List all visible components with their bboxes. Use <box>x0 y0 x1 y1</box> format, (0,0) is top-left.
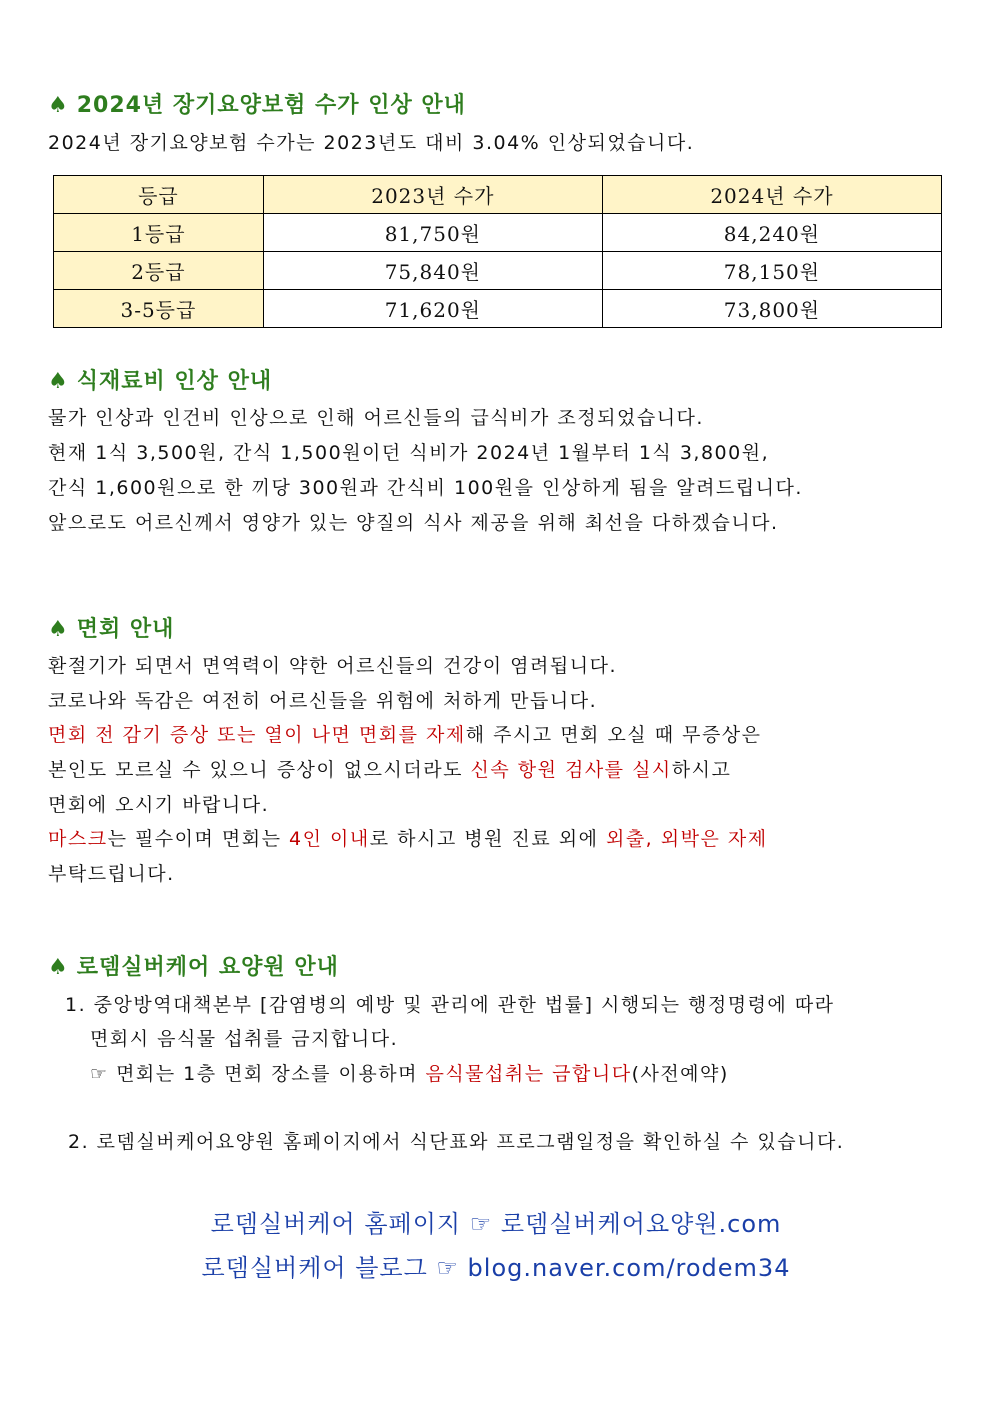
facility-item-2: 2. 로뎀실버케어요양원 홈페이지에서 식단표와 프로그램일정을 확인하실 수 있습니다. <box>68 1131 845 1153</box>
spade-icon: ♠ <box>48 955 69 980</box>
visit-line-3 <box>48 720 762 747</box>
cell-2023: 81,750원 <box>263 214 602 252</box>
cell-grade: 3-5등급 <box>54 290 264 328</box>
table-row <box>54 290 942 328</box>
food-line-4: 앞으로도 어르신께서 영양가 있는 양질의 식사 제공을 위해 최선을 다하겠습니다. <box>48 512 779 534</box>
visit-line-6-text1: 는 필수이며 면회는 <box>107 828 290 850</box>
fee-description: 2024년 장기요양보험 수가는 2023년도 대비 3.04% 인상되었습니다. <box>48 132 695 154</box>
table-row <box>54 214 942 252</box>
visit-line-6 <box>48 824 768 851</box>
header-2023: 2023년 수가 <box>263 176 602 214</box>
header-2024: 2024년 수가 <box>602 176 941 214</box>
visit-line-1: 환절기가 되면서 면역력이 약한 어르신들의 건강이 염려됩니다. <box>48 655 617 677</box>
visit-line-4-highlight: 신속 항원 검사를 실시 <box>470 759 672 781</box>
homepage-link[interactable]: 로뎀실버케어 홈페이지 ☞ 로뎀실버케어요양원.com <box>210 1210 782 1238</box>
visit-line-3-rest: 해 주시고 면회 오실 때 무증상은 <box>465 724 762 746</box>
food-line-1: 물가 인상과 인건비 인상으로 인해 어르신들의 급식비가 조정되었습니다. <box>48 407 704 429</box>
visit-line-6-outing: 외출, 외박은 자제 <box>605 828 768 850</box>
section-food-title-text: 식재료비 인상 안내 <box>76 369 273 394</box>
section-visit-title-text: 면회 안내 <box>76 617 175 642</box>
fee-table <box>53 175 942 328</box>
section-fee-title-text: 2024년 장기요양보험 수가 인상 안내 <box>76 93 466 118</box>
food-line-2: 현재 1식 3,500원, 간식 1,500원이던 식비가 2024년 1월부터 1식 3,800원, <box>48 442 770 464</box>
section-facility-title <box>48 950 339 981</box>
visit-line-4 <box>48 755 731 782</box>
visit-line-7: 부탁드립니다. <box>48 863 175 885</box>
cell-2024: 78,150원 <box>602 252 941 290</box>
section-fee-title <box>48 88 466 119</box>
visit-line-4-end: 하시고 <box>671 759 732 781</box>
visit-line-6-text2: 로 하시고 병원 진료 외에 <box>369 828 606 850</box>
note-start: ☞ 면회는 1층 면회 장소를 이용하며 <box>90 1063 426 1085</box>
facility-item-1: 1. 중앙방역대책본부 [감염병의 예방 및 관리에 관한 법률] 시행되는 행정명령에 따라 <box>65 994 835 1016</box>
facility-item-1-cont: 면회시 음식물 섭취를 금지합니다. <box>90 1028 399 1050</box>
spade-icon: ♠ <box>48 369 69 394</box>
food-line-3: 간식 1,600원으로 한 끼당 300원과 간식비 100원을 인상하게 됨을 알려드립니다. <box>48 477 803 499</box>
visit-line-6-mask: 마스크 <box>48 828 108 850</box>
note-end: (사전예약) <box>631 1063 729 1085</box>
visit-line-6-limit: 4인 이내 <box>289 828 370 850</box>
table-header-row <box>54 176 942 214</box>
table-row <box>54 252 942 290</box>
header-grade: 등급 <box>54 176 264 214</box>
visit-line-2: 코로나와 독감은 여전히 어르신들을 위험에 처하게 만듭니다. <box>48 690 598 712</box>
section-facility-title-text: 로뎀실버케어 요양원 안내 <box>76 955 339 980</box>
cell-2023: 71,620원 <box>263 290 602 328</box>
cell-grade: 2등급 <box>54 252 264 290</box>
section-food-title <box>48 364 272 395</box>
facility-item-1-note <box>90 1059 729 1086</box>
cell-2024: 84,240원 <box>602 214 941 252</box>
visit-line-3-highlight: 면회 전 감기 증상 또는 열이 나면 면회를 자제 <box>48 724 466 746</box>
cell-2023: 75,840원 <box>263 252 602 290</box>
cell-2024: 73,800원 <box>602 290 941 328</box>
spade-icon: ♠ <box>48 617 69 642</box>
visit-line-5: 면회에 오시기 바랍니다. <box>48 794 270 816</box>
note-highlight: 음식물섭취는 금합니다 <box>425 1063 632 1085</box>
spade-icon: ♠ <box>48 93 69 118</box>
visit-line-4-start: 본인도 모르실 수 있으니 증상이 없으시더라도 <box>48 759 471 781</box>
cell-grade: 1등급 <box>54 214 264 252</box>
blog-link[interactable]: 로뎀실버케어 블로그 ☞ blog.naver.com/rodem34 <box>201 1254 791 1282</box>
section-visit-title <box>48 612 174 643</box>
